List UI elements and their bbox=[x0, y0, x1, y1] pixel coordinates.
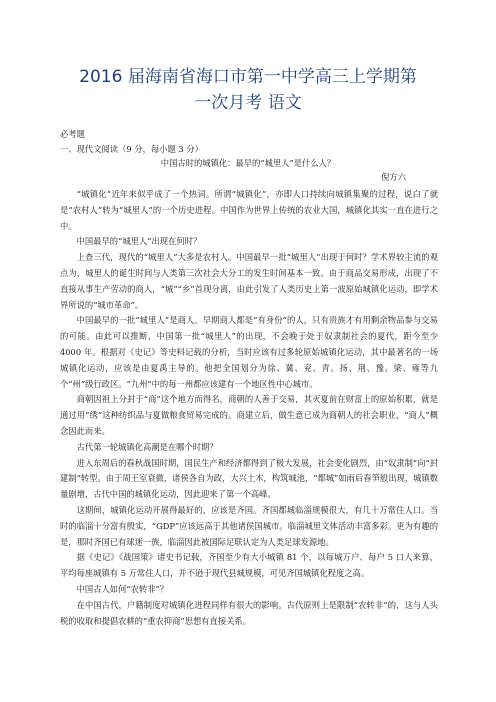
paragraph-5: 商朝因祖上分封于“商”这个地方而得名，商朝的人善于交易，其灭夏前在财富上的原始积累，就是通过用“绣”这种纺织品与夏做粮食贸易完成的。商建立后，做生意已成为商朝人的社会职业，“商人”概念因此而来。 bbox=[60, 394, 438, 436]
article-title: 中国古时的城镇化：最早的“城里人”是什么人？ bbox=[160, 158, 336, 168]
title-line-1: 2016 届海南省海口市第一中学高三上学期第 bbox=[79, 67, 417, 87]
paragraph-4: 中国最早的一批“城里人”是商人。早期商人都是“有身份”的人，只有贵族才有用剩余物品参与交易的可能。由此可以推断，中国第一批“城里人”的出现，不会晚于处于奴隶制社会的夏代，距今至少 4000 年。根据对《史记》等史料记载的分析，当时应该有过多轮原始城镇化运动，其中最著名的一场城镇化运动，应该是由夏禹主导的。他把全国划分为徐、冀、兖、青、扬、荆、豫、梁、雍等九个“州”级行政区。“九州”中的每一州都应该建有一个地区性中心城市。 bbox=[60, 315, 438, 389]
paragraph-1: “城镇化”近年来似乎成了一个热词。所谓“城镇化”，亦即人口持续向城镇集聚的过程，说白了就是“农村人”转为“城里人”的一个历史进程。中国作为世界上传统的农业大国，城镇化其实一直在进行之中。 bbox=[60, 189, 438, 231]
article-body bbox=[60, 177, 438, 629]
required-label: 必考题 bbox=[60, 129, 85, 139]
document-title bbox=[40, 64, 456, 116]
paragraph-10: 中国古人如何“农转非”？ bbox=[76, 583, 169, 594]
article-author: 倪方六 bbox=[381, 172, 406, 182]
title-line-2: 一次月考 语文 bbox=[194, 93, 302, 113]
paragraph-6: 古代第一轮城镇化高潮是在哪个时期？ bbox=[76, 441, 218, 452]
paragraph-2: 中国最早的“城里人”出现在何时？ bbox=[76, 236, 202, 247]
paragraph-7: 进入东周后的春秋战国时期，国民生产和经济都得到了极大发展，社会变化剧烈，由“奴隶制”向“封建制”转型。由于周王室衰微，诸侯各自为政，大兴土木，构筑城池，“都城”如雨后春笋般出现，城镇数量剧增，古代中国的城镇化运动，因此迎来了第一个高峰。 bbox=[60, 457, 438, 500]
paragraph-9: 据《史记》《战国策》诸史书记载，齐国至少有大小城镇 81 个，以每城万户、每户 5 口人来算，平均每座城镇有 5 万常住人口，并不逊于现代县城规模，可见齐国城镇化程度之高。 bbox=[60, 552, 438, 579]
paragraph-8: 这期间，城镇化运动开展得最好的，应该是齐国。齐国都城临淄规模很大，有几十万常住人口。当时的临淄十分富有殷实，“GDP”应该远高于其他诸侯国城市。临淄城里文体活动丰富多彩。更为有趣的是，那时齐国已有球迷一族，临淄因此被国际足联认定为人类足球发源地。 bbox=[60, 504, 438, 547]
section-heading: 一、现代文阅读（9 分，每小题 3 分） bbox=[60, 144, 203, 154]
paragraph-11: 在中国古代，户籍制度对城镇化进程同样有很大的影响。古代原则上是限制“农转非”的，这与人头税的收取和提倡农耕的“重农抑商”思想有直接关系。 bbox=[60, 599, 438, 626]
paragraph-3: 上查三代，现代的“城里人”大多是农村人。中国最早一批“城里人”出现于何时？学术界较主流的观点为，城里人的诞生时间与人类第三次社会大分工的发生时间基本一致。由于商品交易形成，出现了不直接从事生产劳动的商人，“城”“乡”首现分离，由此引发了人类历史上第一波原始城镇化运动，即学术界所说的“城市革命”。 bbox=[60, 252, 438, 310]
